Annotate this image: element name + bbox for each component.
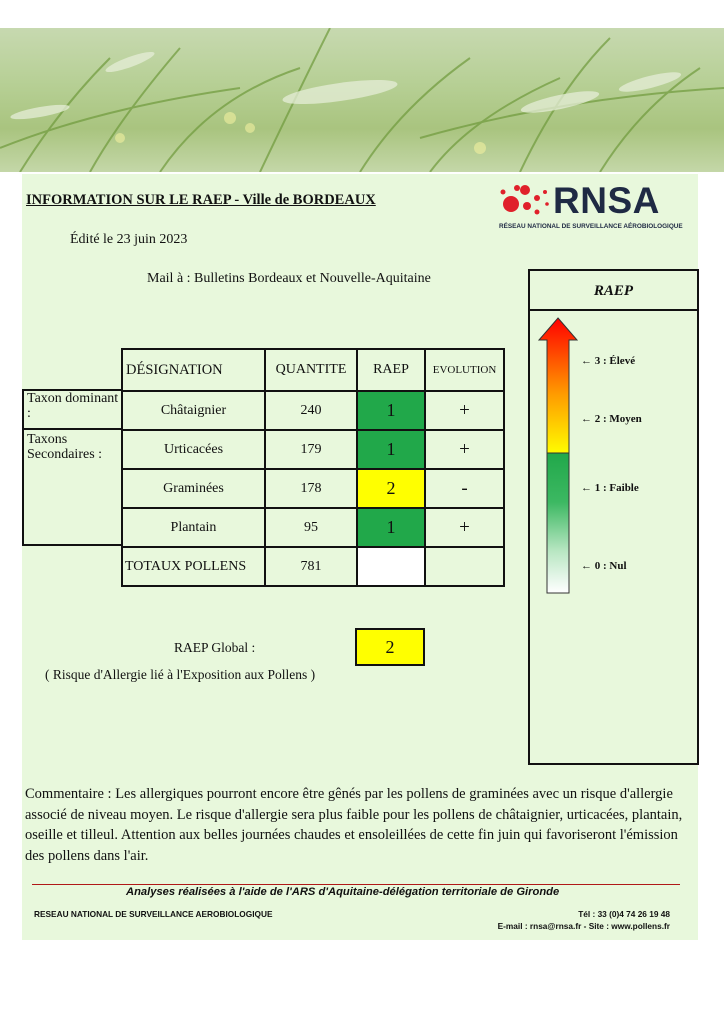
- footer-contact: E-mail : rnsa@rnsa.fr - Site : www.pollens.fr: [497, 921, 670, 931]
- row-name: Graminées: [122, 469, 265, 508]
- page-title: INFORMATION SUR LE RAEP - Ville de BORDEAUX: [26, 192, 376, 208]
- row-raep-level: 2: [357, 469, 425, 508]
- logo-subtitle: RÉSEAU NATIONAL DE SURVEILLANCE AÉROBIOLOGIQUE: [499, 223, 683, 230]
- edition-date: Édité le 23 juin 2023: [70, 232, 188, 247]
- row-quantity: 240: [265, 391, 357, 430]
- row-name: Châtaignier: [122, 391, 265, 430]
- row-name: Plantain: [122, 508, 265, 547]
- taxons-secondaires-label: Taxons Secondaires :: [22, 428, 123, 546]
- scale-label-0: ← 0 : Nul: [581, 560, 627, 572]
- scale-label-1: ← 1 : Faible: [581, 482, 639, 494]
- global-raep-value: 2: [355, 628, 425, 666]
- scale-label-3: ← 3 : Élevé: [581, 355, 636, 367]
- table-row: [122, 430, 504, 469]
- header-quantite: QUANTITE: [265, 349, 357, 391]
- row-evolution: +: [425, 430, 504, 469]
- scale-title: RAEP: [530, 271, 697, 311]
- row-evolution: +: [425, 391, 504, 430]
- row-raep-level: 1: [357, 430, 425, 469]
- table-row: [122, 469, 504, 508]
- pollen-dots-icon: [497, 182, 553, 222]
- row-name: Urticacées: [122, 430, 265, 469]
- global-raep-label: RAEP Global :: [174, 640, 256, 655]
- row-evolution: +: [425, 508, 504, 547]
- pollen-table: [121, 348, 505, 587]
- global-raep-note: ( Risque d'Allergie lié à l'Exposition aux Pollens ): [45, 667, 316, 682]
- header-designation: DÉSIGNATION: [122, 349, 265, 391]
- row-raep-level: 1: [357, 508, 425, 547]
- totals-label: TOTAUX POLLENS: [122, 547, 265, 586]
- row-quantity: 178: [265, 469, 357, 508]
- table-row: [122, 508, 504, 547]
- raep-scale-legend: [528, 269, 699, 765]
- rnsa-logo: [497, 180, 697, 234]
- header-raep: RAEP: [357, 349, 425, 391]
- row-quantity: 95: [265, 508, 357, 547]
- totals-row: [122, 547, 504, 586]
- footer-tel: Tél : 33 (0)4 74 26 19 48: [578, 909, 670, 919]
- taxon-dominant-label: Taxon dominant :: [22, 389, 123, 430]
- row-evolution: -: [425, 469, 504, 508]
- analyses-note: Analyses réalisées à l'aide de l'ARS d'Aquitaine-délégation territoriale de Gironde: [126, 886, 560, 898]
- comment-text: Commentaire : Les allergiques pourront encore être gênés par les pollens de graminées avec un risque d'allergie associé de niveau moyen. Le risque d'allergie sera plus faible pour les pollens de châtaignier, urticacées, plantain, oseille et tilleul. Attention aux belles journées chaudes et ensoleillées de cette fin juin qui favoriseront l'émission des pollens dans l'air.: [25, 786, 683, 864]
- logo-name: RNSA: [553, 180, 660, 221]
- totals-raep-empty: [357, 547, 425, 586]
- footer-network: RESEAU NATIONAL DE SURVEILLANCE AEROBIOLOGIQUE: [34, 909, 273, 919]
- totals-evolution-empty: [425, 547, 504, 586]
- mail-info: Mail à : Bulletins Bordeaux et Nouvelle-Aquitaine: [147, 271, 431, 286]
- footer-divider: [32, 884, 680, 885]
- scale-gradient-arrow: [538, 315, 578, 615]
- grass-banner-image: [0, 28, 724, 172]
- row-raep-level: 1: [357, 391, 425, 430]
- row-quantity: 179: [265, 430, 357, 469]
- scale-label-2: ← 2 : Moyen: [581, 413, 642, 425]
- totals-quantity: 781: [265, 547, 357, 586]
- header-evolution: EVOLUTION: [425, 349, 504, 391]
- table-row: [122, 391, 504, 430]
